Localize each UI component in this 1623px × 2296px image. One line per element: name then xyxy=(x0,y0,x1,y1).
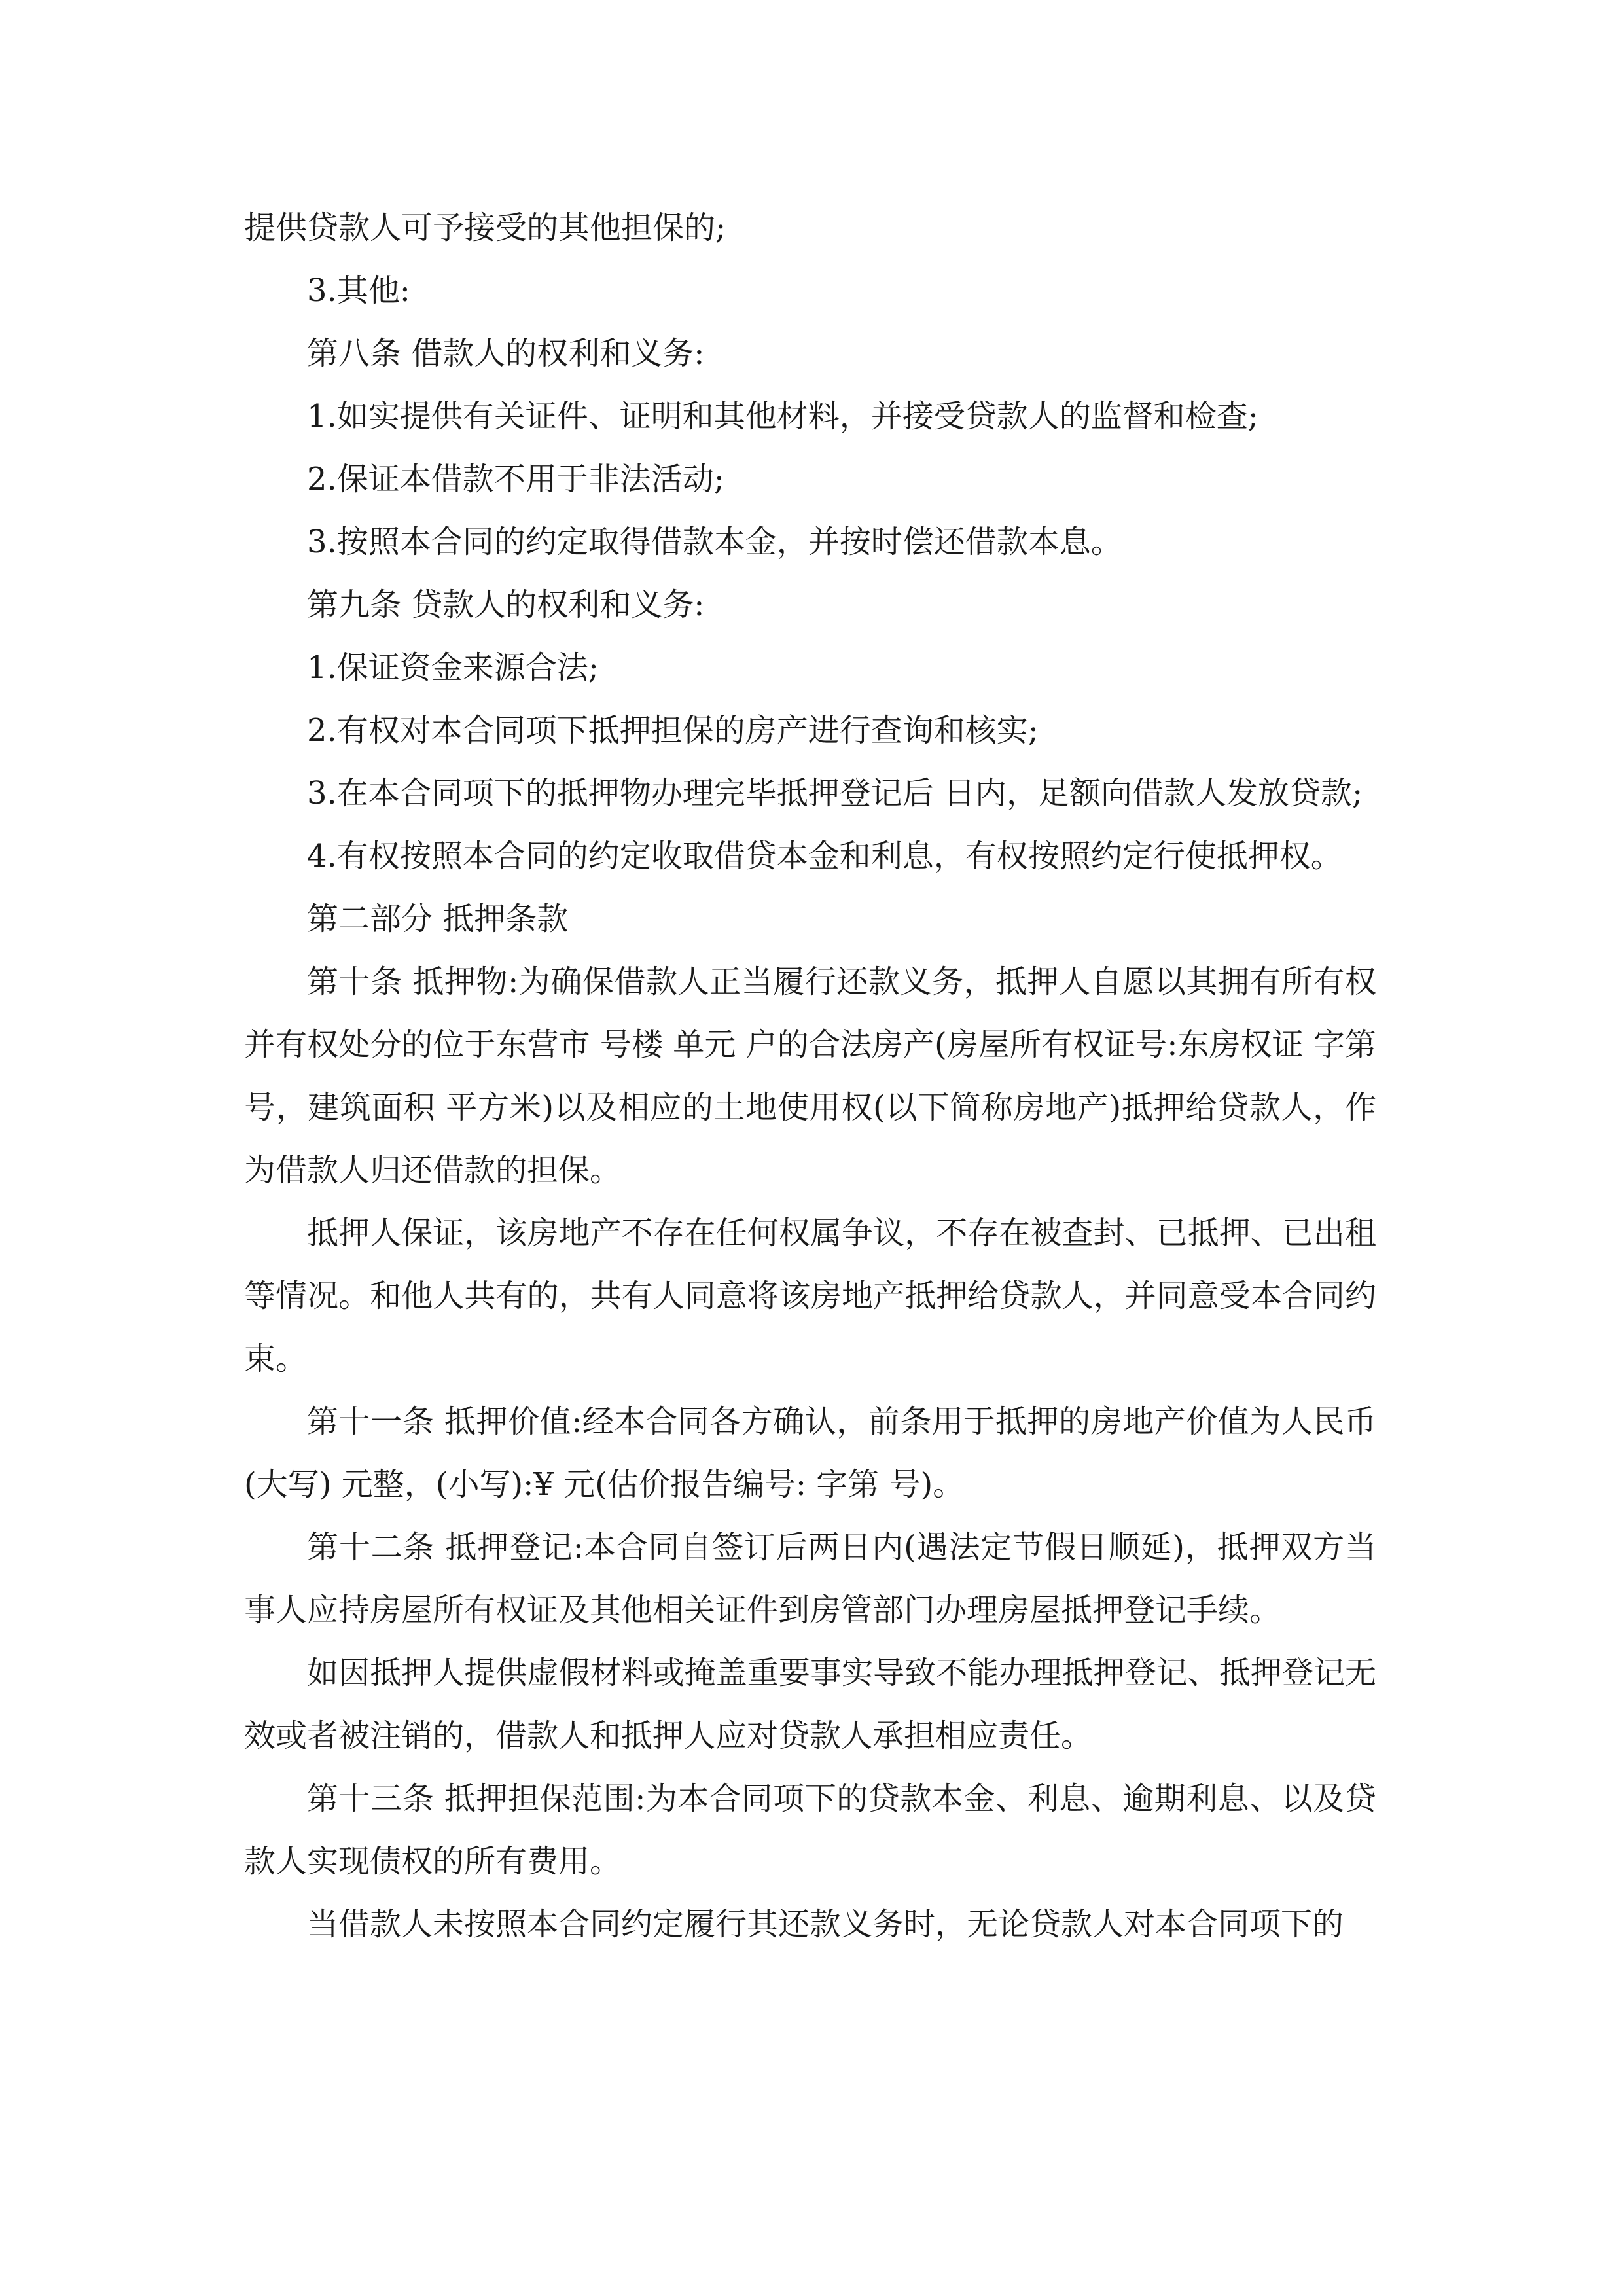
article-10: 第十条 抵押物:为确保借款人正当履行还款义务，抵押人自愿以其拥有所有权并有权处分的位于东营市 号楼 单元 户的合法房产(房屋所有权证号:东房权证 字第 号，建筑面积 平方米)以及相应的土地使用权(以下简称房地产)抵押给贷款人，作为借款人归还借款的担保。 xyxy=(244,963,1376,1189)
paragraph-11: 4.有权按照本合同的约定收取借贷本金和利息，有权按照约定行使抵押权。 xyxy=(307,838,1342,874)
paragraph-8: 1.保证资金来源合法; xyxy=(307,649,599,686)
part-2-heading: 第二部分 抵押条款 xyxy=(307,901,569,937)
paragraph-6: 3.按照本合同的约定取得借款本金，并按时偿还借款本息。 xyxy=(307,524,1122,560)
article-8-heading: 第八条 借款人的权利和义务: xyxy=(307,335,705,372)
document-body xyxy=(244,196,1376,1956)
paragraph-17: 如因抵押人提供虚假材料或掩盖重要事实导致不能办理抵押登记、抵押登记无效或者被注销的，借款人和抵押人应对贷款人承担相应责任。 xyxy=(244,1655,1376,1754)
paragraph-1: 提供贷款人可予接受的其他担保的; xyxy=(244,209,726,246)
paragraph-10: 3.在本合同项下的抵押物办理完毕抵押登记后 日内，足额向借款人发放贷款; xyxy=(307,775,1363,812)
paragraph-5: 2.保证本借款不用于非法活动; xyxy=(307,461,724,497)
paragraph-2: 3.其他: xyxy=(307,272,410,309)
paragraph-14: 抵押人保证，该房地产不存在任何权属争议，不存在被查封、已抵押、已出租等情况。和他人共有的，共有人同意将该房地产抵押给贷款人，并同意受本合同约束。 xyxy=(244,1215,1376,1377)
paragraph-19: 当借款人未按照本合同约定履行其还款义务时，无论贷款人对本合同项下的 xyxy=(307,1906,1344,1943)
paragraph-4: 1.如实提供有关证件、证明和其他材料，并接受贷款人的监督和检查; xyxy=(307,398,1258,435)
article-9-heading: 第九条 贷款人的权利和义务: xyxy=(307,586,705,623)
article-13: 第十三条 抵押担保范围:为本合同项下的贷款本金、利息、逾期利息、以及贷款人实现债权的所有费用。 xyxy=(244,1780,1376,1880)
paragraph-9: 2.有权对本合同项下抵押担保的房产进行查询和核实; xyxy=(307,712,1039,749)
article-11: 第十一条 抵押价值:经本合同各方确认，前条用于抵押的房地产价值为人民币(大写) 元整，(小写):¥ 元(估价报告编号: 字第 号)。 xyxy=(244,1403,1376,1503)
article-12: 第十二条 抵押登记:本合同自签订后两日内(遇法定节假日顺延)，抵押双方当事人应持房屋所有权证及其他相关证件到房管部门办理房屋抵押登记手续。 xyxy=(244,1529,1376,1628)
